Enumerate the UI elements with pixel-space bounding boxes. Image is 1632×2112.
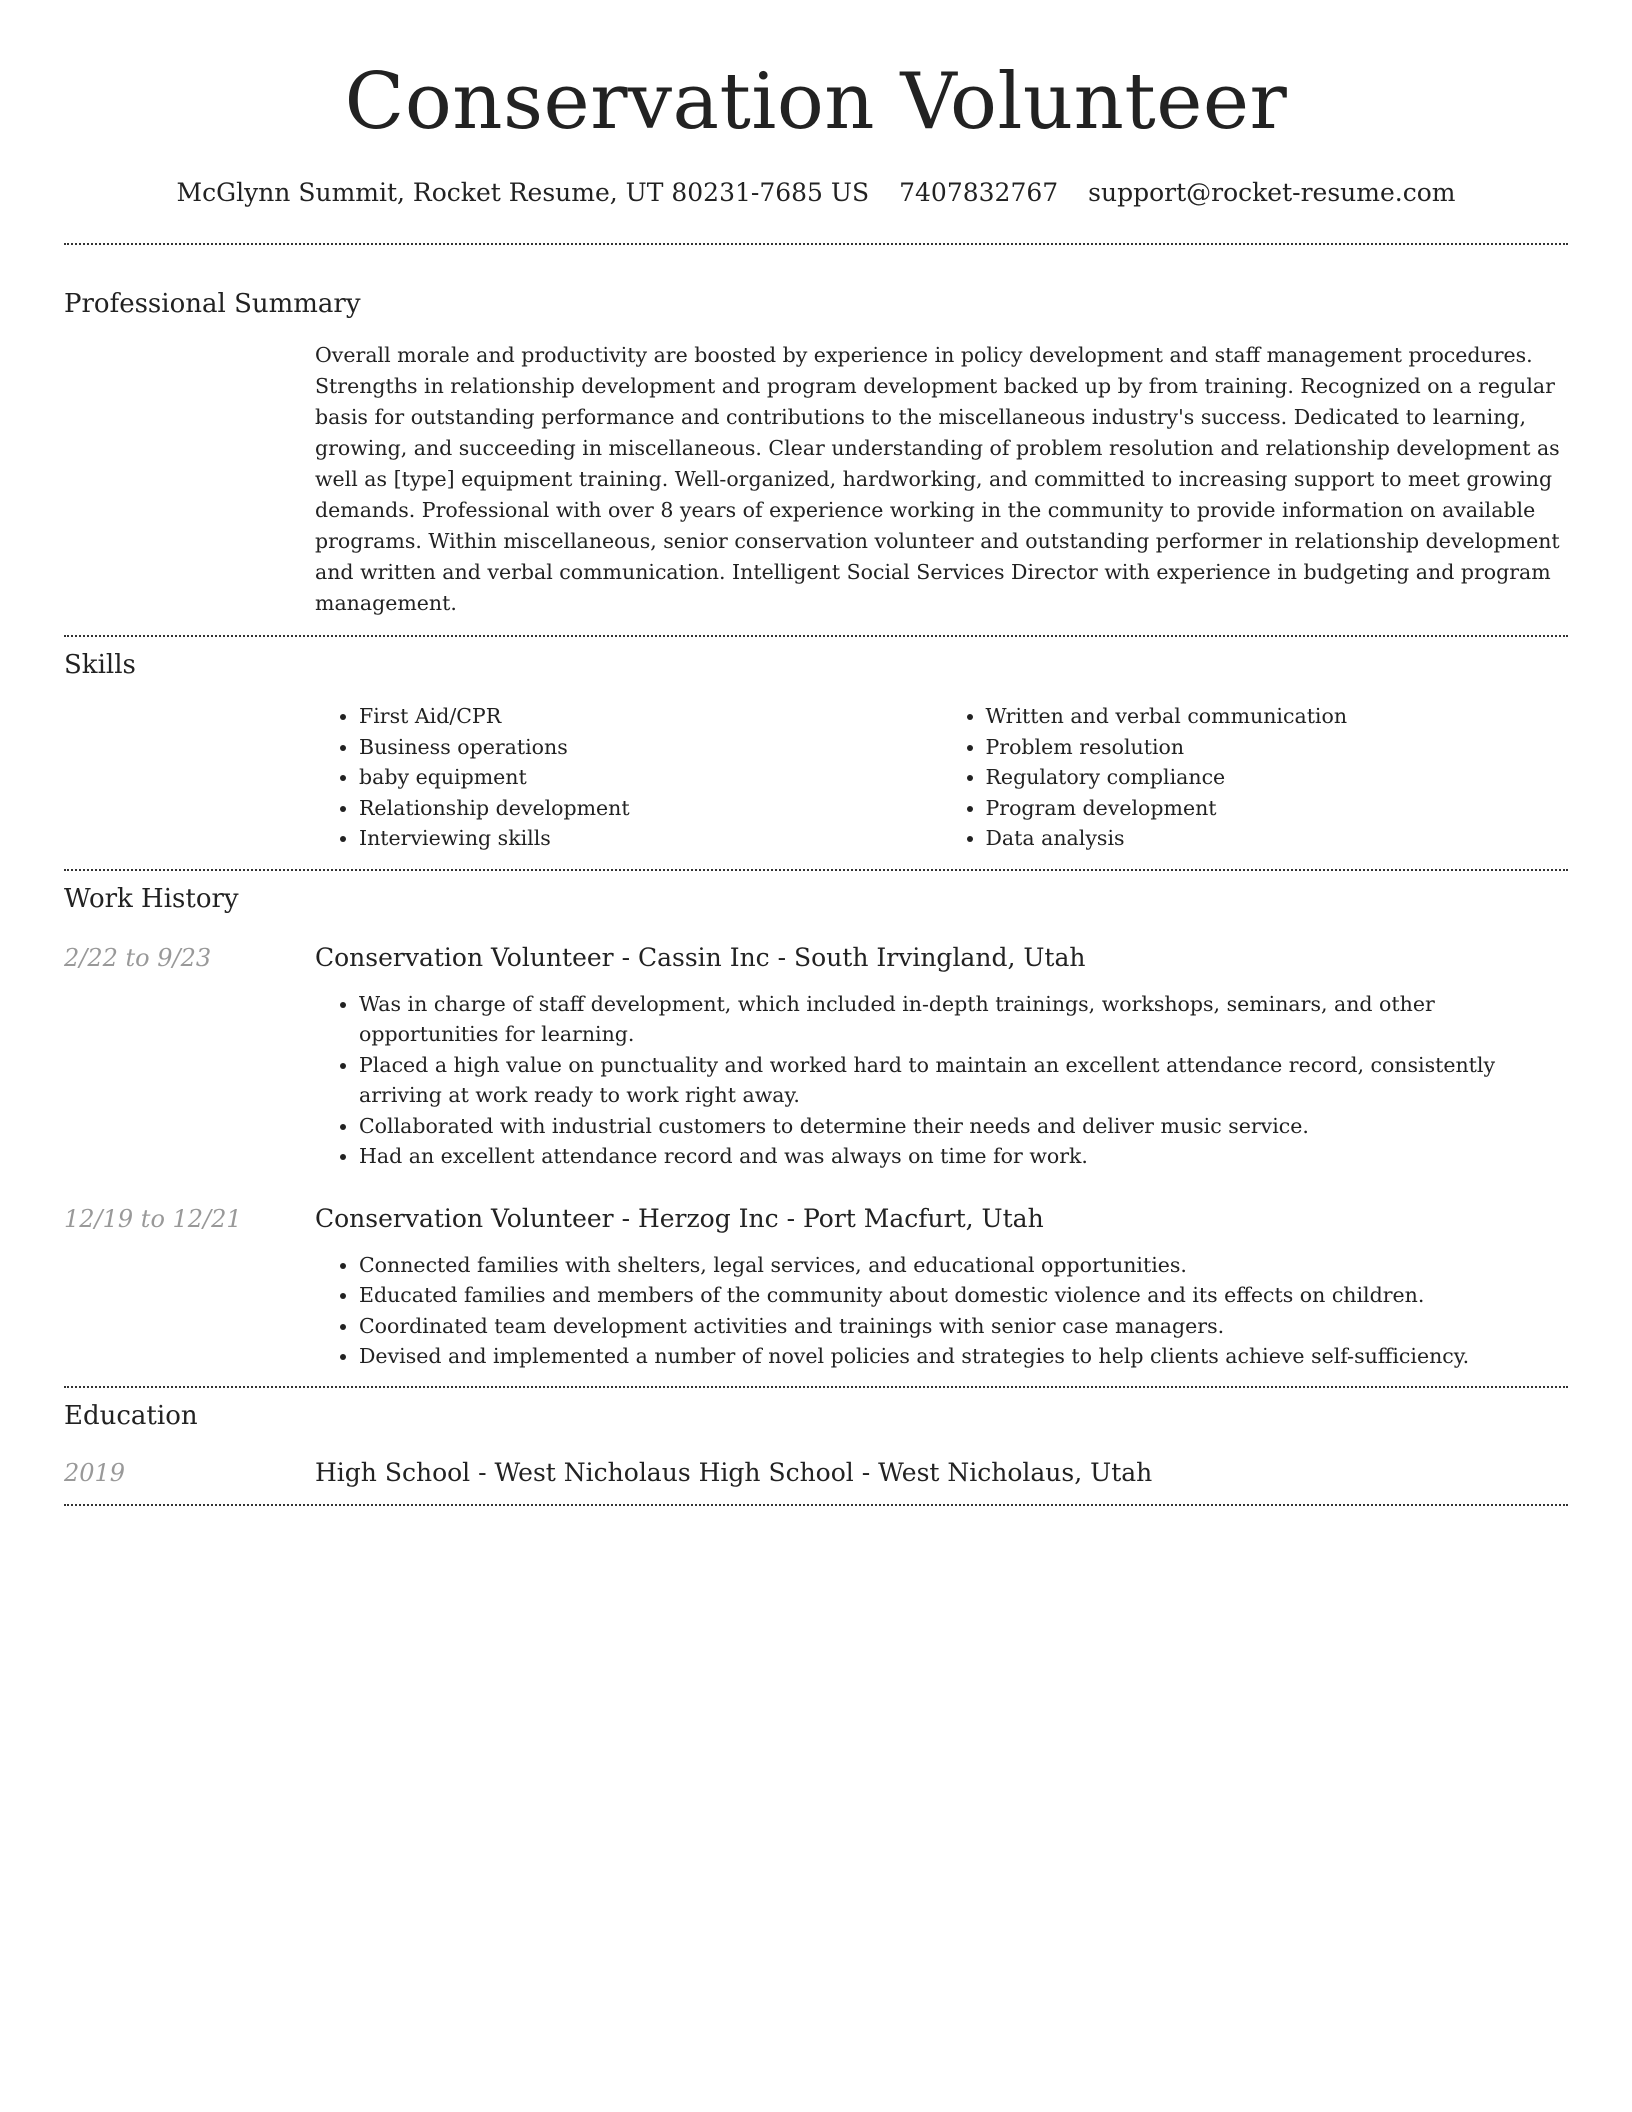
skill-item: • Business operations — [359, 732, 942, 763]
skill-item: • First Aid/CPR — [359, 701, 942, 732]
contact-line — [64, 176, 1568, 210]
job-body — [315, 1202, 1568, 1372]
skill-item: • Data analysis — [986, 823, 1569, 854]
skill-item: • Interviewing skills — [359, 823, 942, 854]
job-heading: Conservation Volunteer - Cassin Inc - South Irvingland, Utah — [315, 942, 1086, 972]
resume-name: Conservation Volunteer — [344, 57, 1288, 147]
skill-item: • Relationship development — [359, 793, 942, 824]
job-bullet: • Placed a high value on punctuality and worked hard to maintain an excellent attendance record, consistently arriving at work ready to work right away. — [359, 1050, 1568, 1111]
job-dates: 12/19 to 12/21 — [64, 1204, 242, 1233]
skill-item: • Program development — [986, 793, 1569, 824]
education-entry — [64, 1456, 1568, 1490]
education-year: 2019 — [64, 1458, 126, 1487]
job-bullet: • Connected families with shelters, legal services, and educational opportunities. — [359, 1250, 1568, 1281]
divider — [64, 1504, 1568, 1506]
skill-item: • Written and verbal communication — [986, 701, 1569, 732]
job-bullet: • Coordinated team development activities and trainings with senior case managers. — [359, 1311, 1568, 1342]
skills-list-right — [942, 701, 1569, 854]
job-bullet: • Devised and implemented a number of novel policies and strategies to help clients achieve self-sufficiency. — [359, 1341, 1568, 1372]
work-section — [64, 871, 1568, 1372]
job-bullets — [315, 1250, 1568, 1372]
skill-item: • Regulatory compliance — [986, 762, 1569, 793]
job-bullet: • Educated families and members of the community about domestic violence and its effects on children. — [359, 1280, 1568, 1311]
resume-page — [64, 0, 1568, 1506]
contact-address: McGlynn Summit, Rocket Resume, UT 80231-7685 US — [176, 178, 870, 207]
section-title-summary: Professional Summary — [64, 289, 361, 319]
education-body — [315, 1456, 1568, 1490]
section-title-work: Work History — [64, 883, 239, 914]
job-bullet: • Was in charge of staff development, which included in-depth trainings, workshops, seminars, and other opportunities for learning. — [359, 989, 1568, 1050]
contact-email[interactable]: support@rocket-resume.com — [1088, 178, 1456, 207]
summary-section — [64, 245, 1568, 619]
section-title-education: Education — [64, 1400, 198, 1431]
job-entry — [64, 941, 1568, 1172]
skills-section — [64, 637, 1568, 854]
skills-list-left — [315, 701, 942, 854]
job-bullet: • Had an excellent attendance record and was always on time for work. — [359, 1141, 1568, 1172]
education-heading: High School - West Nicholaus High School - West Nicholaus, Utah — [315, 1457, 1153, 1487]
section-title-skills: Skills — [64, 650, 136, 680]
summary-text: Overall morale and productivity are boosted by experience in policy development and staff management procedures. Strengths in relationship development and program development backed up by from training. Recognized on a regular basis for outstanding performance and contributions to the miscellaneous industry's success. Dedicated to learning, growing, and succeeding in miscellaneous. Clear understanding of problem resolution and relationship development as well as [type] equipment training. Well-organized, hardworking, and committed to increasing support to meet growing demands. Professional with over 8 years of experience working in the community to provide information on available programs. Within miscellaneous, senior conservation volunteer and outstanding performer in relationship development and written and verbal communication. Intelligent Social Services Director with experience in budgeting and program management. — [315, 343, 1560, 615]
skill-item: • baby equipment — [359, 762, 942, 793]
job-body — [315, 941, 1568, 1172]
job-heading: Conservation Volunteer - Herzog Inc - Port Macfurt, Utah — [315, 1203, 1044, 1233]
job-bullet: • Collaborated with industrial customers to determine their needs and deliver music service. — [359, 1111, 1568, 1142]
job-entry — [64, 1202, 1568, 1372]
skills-grid — [315, 701, 1568, 854]
job-bullets — [315, 989, 1568, 1172]
skill-item: • Problem resolution — [986, 732, 1569, 763]
job-dates: 2/22 to 9/23 — [64, 943, 212, 972]
education-section — [64, 1388, 1568, 1490]
contact-phone: 7407832767 — [899, 178, 1059, 207]
